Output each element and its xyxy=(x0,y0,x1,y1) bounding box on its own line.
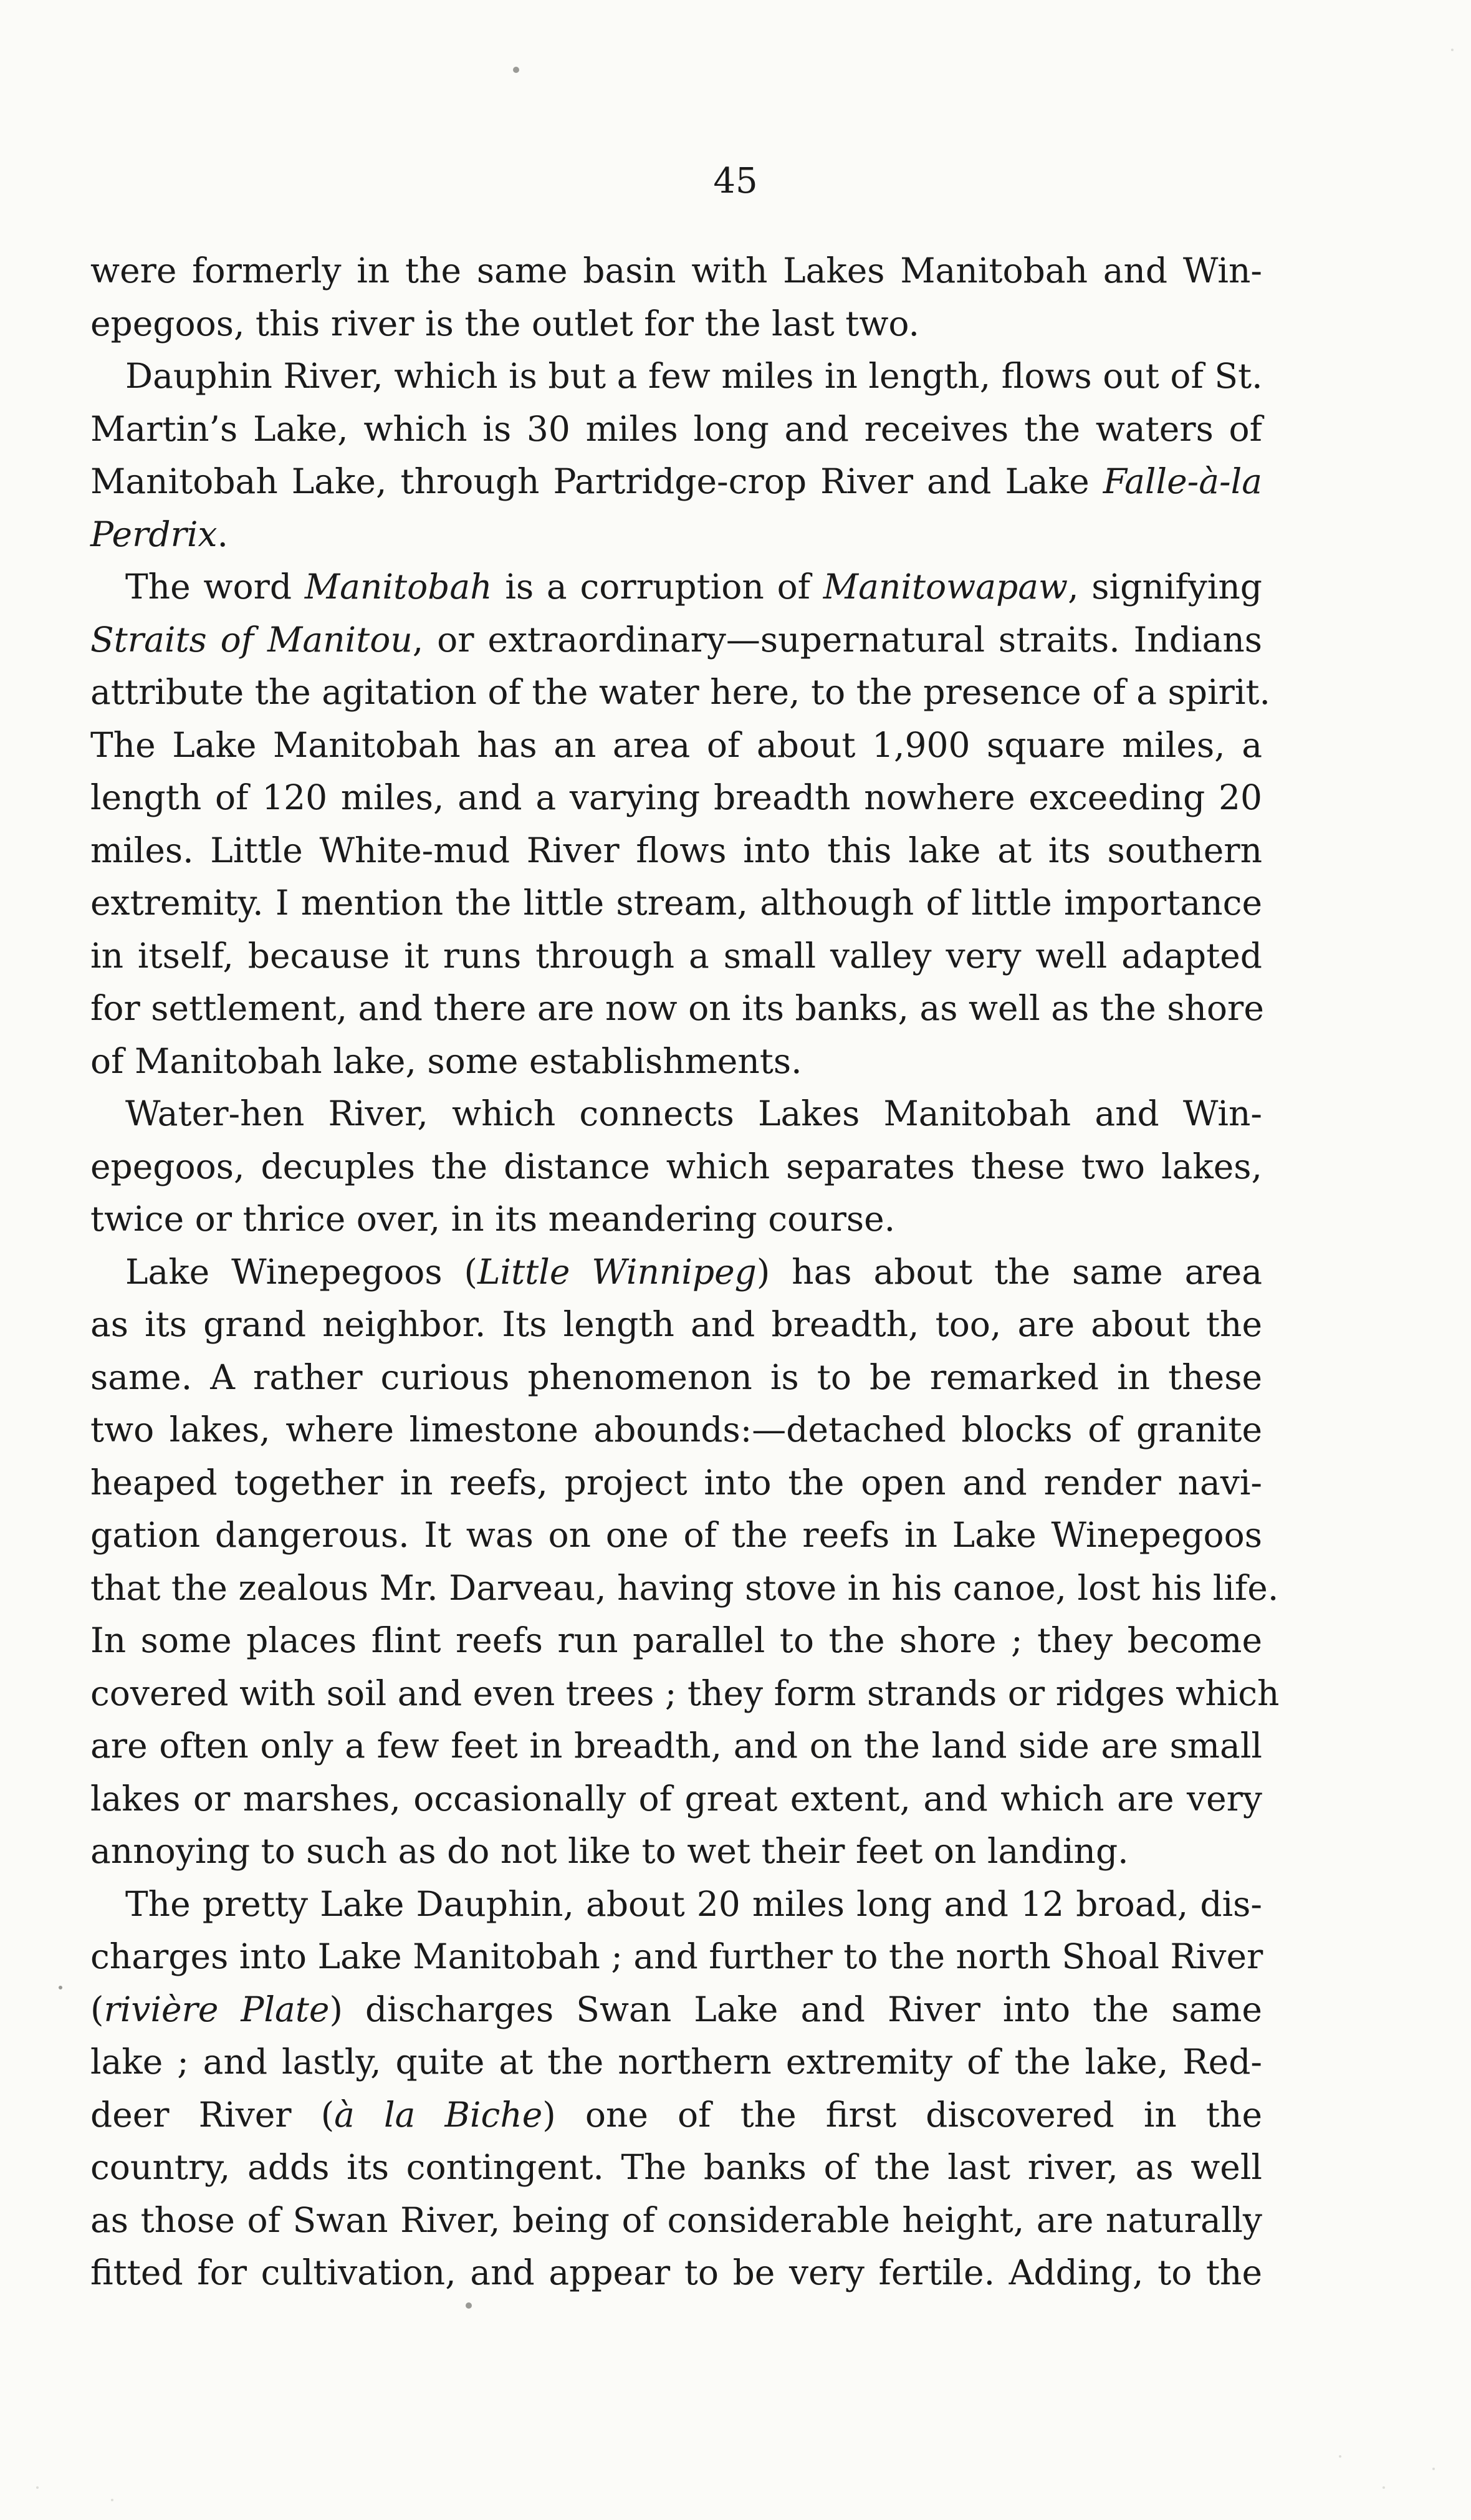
paragraph-1 xyxy=(90,244,1262,350)
text-line: as those of Swan River, being of considerable height, are naturally xyxy=(90,2200,1262,2240)
paragraph-2 xyxy=(90,350,1262,560)
text-line: are often only a few feet in breadth, and on the land side are small xyxy=(90,1726,1262,1766)
text-line: In some places flint reefs run parallel to the shore ; they become xyxy=(90,1620,1262,1660)
text-line: Martin’s Lake, which is 30 miles long and receives the waters of xyxy=(90,408,1262,449)
text-line: in itself, because it runs through a small valley very well adapted xyxy=(90,935,1262,976)
text-line: miles. Little White-mud River flows into this lake at its southern xyxy=(90,830,1262,870)
paragraph-3 xyxy=(90,560,1271,1087)
text-line: Perdrix. xyxy=(90,514,228,554)
text-line: Straits of Manitou, or extraordinary—supernatural straits. Indians xyxy=(90,619,1262,660)
text-line: were formerly in the same basin with Lakes Manitobah and Win- xyxy=(90,251,1262,291)
text-line: Dauphin River, which is but a few miles in length, flows out of St. xyxy=(125,356,1263,396)
page-number: 45 xyxy=(713,161,758,201)
text-line: attribute the agitation of the water here, to the presence of a spirit. xyxy=(90,672,1271,712)
text-line: Lake Winepegoos (Little Winnipeg) has about the same area xyxy=(125,1251,1262,1292)
text-line: gation dangerous. It was on one of the reefs in Lake Winepegoos xyxy=(90,1515,1262,1555)
text-line: epegoos, this river is the outlet for the last two. xyxy=(90,303,920,344)
text-line: extremity. I mention the little stream, although of little importance xyxy=(90,883,1262,923)
paragraph-5 xyxy=(90,1246,1280,1878)
text-line: annoying to such as do not like to wet their feet on landing. xyxy=(90,1831,1129,1871)
text-line: lakes or marshes, occasionally of great extent, and which are very xyxy=(90,1778,1262,1819)
text-line: lake ; and lastly, quite at the northern extremity of the lake, Red- xyxy=(90,2042,1262,2082)
text-line: fitted for cultivation, and appear to be very fertile. Adding, to the xyxy=(90,2253,1262,2292)
text-line: two lakes, where limestone abounds:—detached blocks of granite xyxy=(90,1410,1262,1450)
text-line: (rivière Plate) discharges Swan Lake and River into the same xyxy=(90,1989,1262,2029)
text-line: as its grand neighbor. Its length and breadth, too, are about the xyxy=(90,1304,1262,1344)
text-line: country, adds its contingent. The banks of the last river, as well xyxy=(90,2147,1262,2187)
text-line: charges into Lake Manitobah ; and further to the north Shoal River xyxy=(90,1936,1263,1976)
text-line: covered with soil and even trees ; they form strands or ridges which xyxy=(90,1673,1280,1713)
text-line: length of 120 miles, and a varying breadth nowhere exceeding 20 xyxy=(90,777,1262,817)
text-line: The word Manitobah is a corruption of Manitowapaw, signifying xyxy=(125,567,1262,607)
text-line: same. A rather curious phenomenon is to be remarked in these xyxy=(90,1357,1262,1397)
text-line: epegoos, decuples the distance which separates these two lakes, xyxy=(90,1146,1262,1186)
text-line: that the zealous Mr. Darveau, having stove in his canoe, lost his life. xyxy=(90,1567,1279,1608)
text-line: The pretty Lake Dauphin, about 20 miles long and 12 broad, dis- xyxy=(125,1883,1262,1924)
text-line: The Lake Manitobah has an area of about 1,900 square miles, a xyxy=(90,724,1262,765)
text-line: for settlement, and there are now on its banks, as well as the shore xyxy=(90,988,1264,1028)
text-line: Manitobah Lake, through Partridge-crop River and Lake Falle-à-la xyxy=(90,461,1262,501)
text-line: deer River (à la Biche) one of the first discovered in the xyxy=(90,2094,1263,2135)
paragraph-4 xyxy=(90,1087,1262,1246)
text-line: Water-hen River, which connects Lakes Manitobah and Win- xyxy=(125,1094,1262,1133)
paragraph-6 xyxy=(90,1878,1262,2299)
text-line: twice or thrice over, in its meandering course. xyxy=(90,1199,896,1239)
text-line: of Manitobah lake, some establishments. xyxy=(90,1041,802,1081)
body-text xyxy=(90,244,1280,2299)
text-line: heaped together in reefs, project into the open and render navi- xyxy=(90,1462,1262,1503)
